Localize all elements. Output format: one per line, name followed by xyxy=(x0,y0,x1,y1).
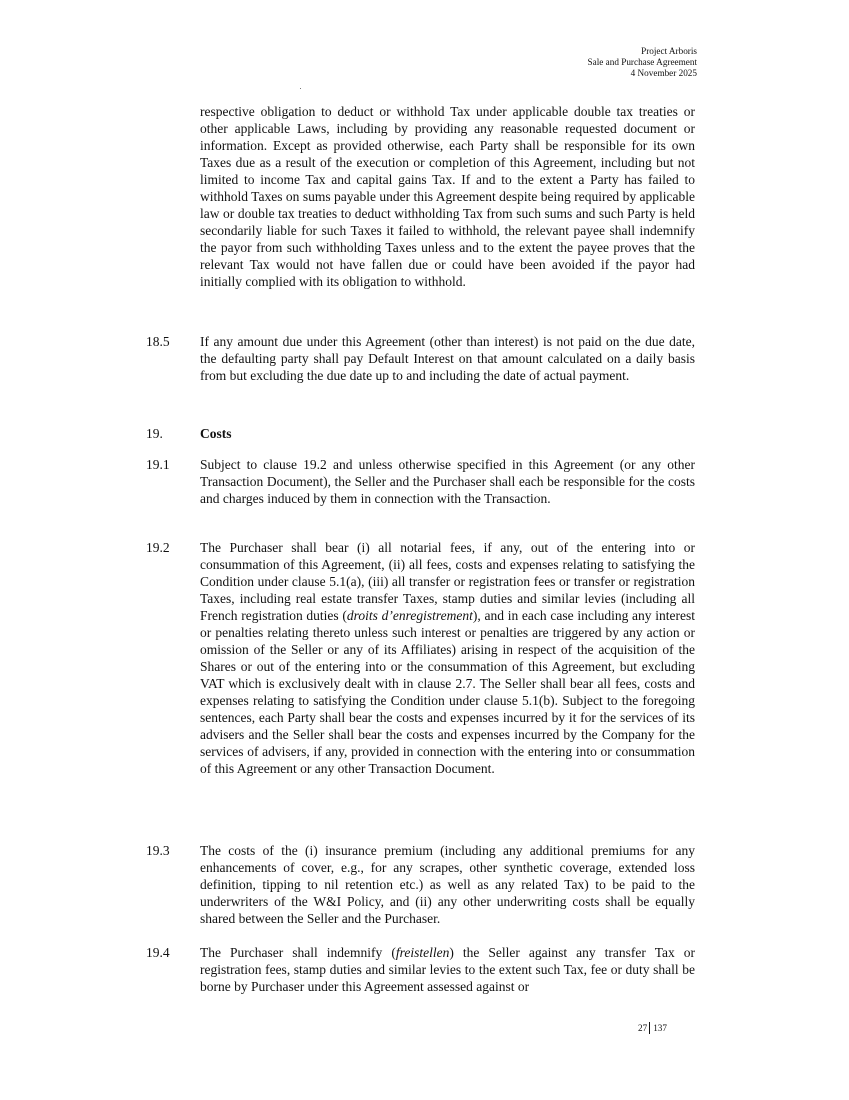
stray-mark xyxy=(300,88,301,89)
clause-19-2-text xyxy=(200,539,695,777)
continuation-paragraph: respective obligation to deduct or withhold Tax under applicable double tax treaties or other applicable Laws, including by providing any reasonable requested document or information. Except as provided otherwise, each Party shall be responsible for its own Taxes due as a result of the execution or completion of this Agreement, including but not limited to income Tax and capital gains Tax. If and to the extent a Party has failed to withhold Taxes on sums payable under this Agreement despite being required by applicable law or double tax treaties to deduct withholding Tax from such sums and such Party is held secondarily liable for such Taxes it failed to withhold, the relevant payee shall indemnify the payor from such withholding Taxes unless and to the extent the payee proves that the relevant Tax would not have fallen due or could have been avoided if the payor had initially complied with its obligation to withhold. xyxy=(200,104,695,289)
clause-number-19-1: 19.1 xyxy=(146,457,170,472)
clause-19-2-italic-term: droits d’enregistrement xyxy=(346,608,473,623)
clause-19-1-text: Subject to clause 19.2 and unless otherwise specified in this Agreement (or any other Transaction Document), the Seller and the Purchaser shall each be responsible for the costs and charges induced by them in connection with the Transaction. xyxy=(200,457,695,506)
clause-19-4-italic-term: freistellen xyxy=(395,945,450,960)
clause-19-4-text-part-a: The Purchaser shall indemnify ( xyxy=(200,945,396,960)
clause-19-4-text xyxy=(200,944,695,995)
header-document-title: Sale and Purchase Agreement xyxy=(587,57,697,67)
clause-19-3-text: The costs of the (i) insurance premium (including any additional premiums for any enhancements of cover, e.g., for any scrapes, other synthetic coverage, extended loss definition, tipping to nil retention etc.) as well as any related Tax) to be paid to the underwriters of the W&I Policy, and (ii) any other underwriting costs shall be equally shared between the Seller and the Purchaser. xyxy=(200,843,695,926)
header-date: 4 November 2025 xyxy=(630,68,697,78)
header-project: Project Arboris xyxy=(641,46,697,56)
clause-number-19-2: 19.2 xyxy=(146,540,170,555)
clause-number-19-4: 19.4 xyxy=(146,945,170,960)
section-heading-costs: Costs xyxy=(200,426,232,441)
clause-19-2-text-part-b: ), and in each case including any interest or penalties relating thereto unless such interest or penalties are triggered by any action or omission of the Seller or any of its Affiliates) arising in respect of the acquisition of the Shares or out of the entering into or the consummation of this Agreement, but excluding VAT which is exclusively dealt with in clause 2.7. The Seller shall bear all fees, costs and expenses relating to satisfying the Condition under clause 5.1(b). Subject to the foregoing sentences, each Party shall bear the costs and expenses incurred by it for the services of its advisers and the Seller shall bear the costs and expenses incurred by the Company for the services of advisers, if any, provided in connection with the entering into or consummation of this Agreement or any other Transaction Document. xyxy=(200,608,696,776)
section-number-19: 19. xyxy=(146,426,163,441)
clause-number-19-3: 19.3 xyxy=(146,843,170,858)
clause-19-4-text-part-b: ) the Seller against any transfer Tax or registration fees, stamp duties and similar levies to the extent such Tax, fee or duty shall be borne by Purchaser under this Agreement assessed against or xyxy=(200,945,696,994)
clause-number-18-5: 18.5 xyxy=(146,334,170,349)
clause-19-2-text-part-a: The Purchaser shall bear (i) all notarial fees, if any, out of the entering into or consummation of this Agreement, (ii) all fees, costs and expenses relating to satisfying the Condition under clause 5.1(a), (iii) all transfer or registration fees or transfer or registration Taxes, including real estate transfer Taxes, stamp duties and similar levies (including all French registration duties ( xyxy=(200,540,695,623)
total-pages: 137 xyxy=(653,1023,667,1033)
clause-18-5-text: If any amount due under this Agreement (other than interest) is not paid on the due date, the defaulting party shall pay Default Interest on that amount calculated on a daily basis from but excluding the due date up to and including the date of actual payment. xyxy=(200,334,695,383)
running-header xyxy=(588,46,697,79)
current-page: 27 xyxy=(638,1023,648,1033)
page-separator xyxy=(649,1022,650,1034)
page-number xyxy=(638,1022,667,1034)
